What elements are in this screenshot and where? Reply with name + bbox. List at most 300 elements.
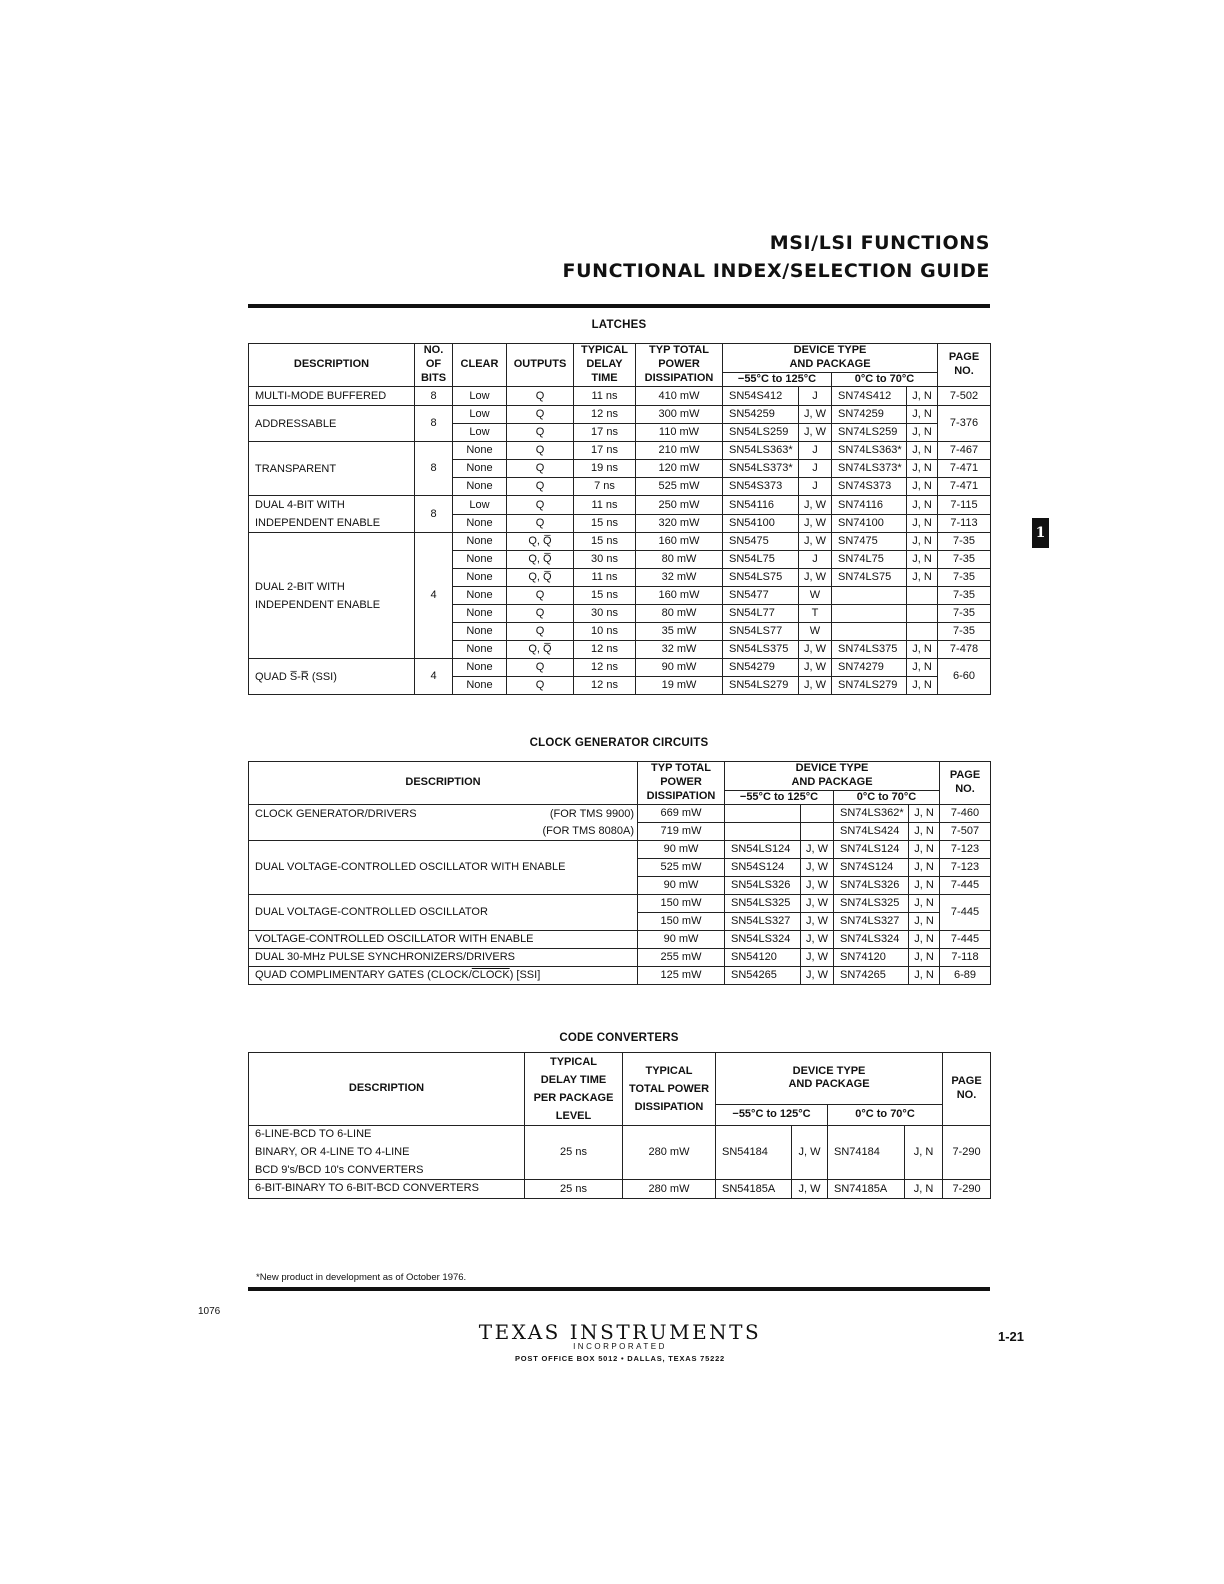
latches-header-power-1: TYP TOTAL bbox=[636, 344, 723, 358]
latch-delay: 11 ns bbox=[574, 496, 636, 515]
clock-description-part: ) [SSI] bbox=[509, 969, 541, 982]
latches-header-power-2: POWER bbox=[636, 358, 723, 372]
latch-com-package: J, N bbox=[907, 677, 938, 695]
latch-power: 410 mW bbox=[636, 387, 723, 406]
latch-com-device: SN74LS279 bbox=[832, 677, 907, 695]
latches-header-clear: CLEAR bbox=[453, 344, 507, 387]
latches-body bbox=[249, 387, 991, 695]
latches-header-com: 0°C to 70°C bbox=[832, 372, 938, 387]
latch-outputs: Q bbox=[507, 424, 574, 442]
latches-header-delay-1: TYPICAL bbox=[574, 344, 636, 358]
latches-header-outputs: OUTPUTS bbox=[507, 344, 574, 387]
latch-mil-device: SN54LS75 bbox=[723, 569, 799, 587]
latch-power: 80 mW bbox=[636, 605, 723, 623]
company-name: TEXAS INSTRUMENTS bbox=[478, 1320, 762, 1344]
clock-com-package: J, N bbox=[909, 859, 940, 877]
latch-com-package bbox=[907, 623, 938, 641]
clock-header-power-2: POWER bbox=[638, 776, 725, 790]
codes-header-power: TYPICAL TOTAL POWER DISSIPATION bbox=[623, 1053, 716, 1126]
clock-com-device: SN74LS124 bbox=[834, 841, 909, 859]
footnote: *New product in development as of October 1976. bbox=[256, 1272, 467, 1283]
clock-page: 7-123 bbox=[940, 841, 991, 859]
code-delay: 25 ns bbox=[525, 1180, 623, 1199]
latches-header-bits-3: BITS bbox=[415, 372, 453, 387]
latch-mil-device: SN54S412 bbox=[723, 387, 799, 406]
latch-com-device bbox=[832, 605, 907, 623]
code-power: 280 mW bbox=[623, 1180, 716, 1199]
latch-outputs: Q bbox=[507, 514, 574, 533]
latch-bits: 8 bbox=[415, 387, 453, 406]
clock-com-device: SN74265 bbox=[834, 967, 909, 985]
latch-mil-device: SN54L75 bbox=[723, 551, 799, 569]
clock-mil-device: SN54LS324 bbox=[725, 931, 801, 949]
clock-description-note: (FOR TMS 9900) bbox=[549, 807, 634, 820]
latch-clear: None bbox=[453, 533, 507, 551]
clock-power: 719 mW bbox=[638, 823, 725, 841]
table-row bbox=[249, 823, 991, 841]
code-page: 7-290 bbox=[943, 1126, 991, 1180]
clock-description: DUAL VOLTAGE-CONTROLLED OSCILLATOR bbox=[249, 895, 638, 931]
code-description-line: BCD 9's/BCD 10's CONVERTERS bbox=[255, 1163, 424, 1176]
latch-mil-package: J, W bbox=[799, 406, 832, 424]
latch-com-device: SN74116 bbox=[832, 496, 907, 515]
latch-com-device: SN74259 bbox=[832, 406, 907, 424]
latch-delay: 12 ns bbox=[574, 677, 636, 695]
latch-power: 300 mW bbox=[636, 406, 723, 424]
table-row bbox=[249, 496, 991, 515]
latch-com-package: J, N bbox=[907, 551, 938, 569]
latches-header-bits-2: OF bbox=[415, 358, 453, 372]
latch-delay: 12 ns bbox=[574, 406, 636, 424]
latch-delay: 15 ns bbox=[574, 533, 636, 551]
latch-com-device: SN74279 bbox=[832, 659, 907, 677]
latch-page: 7-35 bbox=[938, 623, 991, 641]
latch-mil-package: J, W bbox=[799, 677, 832, 695]
latch-delay: 11 ns bbox=[574, 387, 636, 406]
latch-mil-device: SN54LS259 bbox=[723, 424, 799, 442]
clock-com-package: J, N bbox=[909, 931, 940, 949]
latch-description-line: DUAL 4-BIT WITH bbox=[255, 499, 345, 512]
latch-outputs: Q bbox=[507, 605, 574, 623]
clock-header-page: PAGE NO. bbox=[940, 762, 991, 805]
clock-com-package: J, N bbox=[909, 913, 940, 931]
section-tab: 1 bbox=[1032, 518, 1049, 548]
latch-mil-package: J, W bbox=[799, 496, 832, 515]
clock-mil-package: J, W bbox=[801, 859, 834, 877]
latch-mil-device: SN54279 bbox=[723, 659, 799, 677]
latch-bits: 4 bbox=[415, 659, 453, 695]
latch-power: 120 mW bbox=[636, 460, 723, 478]
clock-com-device: SN74120 bbox=[834, 949, 909, 967]
latch-delay: 30 ns bbox=[574, 605, 636, 623]
latch-clear: Low bbox=[453, 387, 507, 406]
latch-clear: None bbox=[453, 659, 507, 677]
latch-com-device bbox=[832, 623, 907, 641]
latch-com-package: J, N bbox=[907, 424, 938, 442]
latch-mil-device: SN54100 bbox=[723, 514, 799, 533]
table-row bbox=[249, 967, 991, 985]
clock-mil-device: SN54LS124 bbox=[725, 841, 801, 859]
latch-com-package bbox=[907, 587, 938, 605]
latch-power: 90 mW bbox=[636, 659, 723, 677]
clock-header-description: DESCRIPTION bbox=[249, 762, 638, 805]
latch-outputs: Q, Q̅ bbox=[507, 641, 574, 659]
latch-description bbox=[249, 496, 415, 533]
latches-header-power-3: DISSIPATION bbox=[636, 372, 723, 387]
latch-com-package: J, N bbox=[907, 442, 938, 460]
code-description-line: BINARY, OR 4-LINE TO 4-LINE bbox=[255, 1145, 410, 1158]
top-rule bbox=[248, 304, 990, 308]
clock-header-com: 0°C to 70°C bbox=[834, 790, 940, 805]
latch-com-package: J, N bbox=[907, 533, 938, 551]
clock-body bbox=[249, 805, 991, 985]
code-delay: 25 ns bbox=[525, 1126, 623, 1180]
latch-description-line: QUAD S̅-R̅ (SSI) bbox=[255, 670, 337, 683]
latch-com-package: J, N bbox=[907, 387, 938, 406]
latch-com-device: SN7475 bbox=[832, 533, 907, 551]
latch-description bbox=[249, 406, 415, 442]
latch-mil-package: J bbox=[799, 478, 832, 496]
latch-outputs: Q bbox=[507, 587, 574, 605]
code-page: 7-290 bbox=[943, 1180, 991, 1199]
latch-clear: None bbox=[453, 641, 507, 659]
clock-page: 7-445 bbox=[940, 877, 991, 895]
latch-mil-package: J, W bbox=[799, 641, 832, 659]
latch-mil-package: J bbox=[799, 442, 832, 460]
table-row bbox=[249, 949, 991, 967]
clock-page: 7-445 bbox=[940, 895, 991, 931]
clock-power: 150 mW bbox=[638, 895, 725, 913]
code-description-line: 6-BIT-BINARY TO 6-BIT-BCD CONVERTERS bbox=[255, 1182, 479, 1195]
clock-header-power-3: DISSIPATION bbox=[638, 790, 725, 805]
latch-clear: None bbox=[453, 442, 507, 460]
latch-page: 7-471 bbox=[938, 478, 991, 496]
clock-power: 525 mW bbox=[638, 859, 725, 877]
latch-description-line: DUAL 2-BIT WITH bbox=[255, 580, 345, 593]
latch-clear: None bbox=[453, 623, 507, 641]
latch-com-device: SN74LS375 bbox=[832, 641, 907, 659]
latch-outputs: Q bbox=[507, 442, 574, 460]
latch-clear: None bbox=[453, 460, 507, 478]
table-row bbox=[249, 841, 991, 859]
clock-mil-package: J, W bbox=[801, 931, 834, 949]
latch-mil-package: T bbox=[799, 605, 832, 623]
latch-com-device: SN74LS259 bbox=[832, 424, 907, 442]
clock-header-device-2: AND PACKAGE bbox=[725, 776, 940, 790]
latches-header-device-2: AND PACKAGE bbox=[723, 358, 938, 372]
code-com-device: SN74184 bbox=[828, 1126, 905, 1180]
latch-page: 7-35 bbox=[938, 551, 991, 569]
code-description bbox=[249, 1126, 525, 1180]
latch-outputs: Q bbox=[507, 406, 574, 424]
latch-page: 7-115 bbox=[938, 496, 991, 515]
page-number: 1-21 bbox=[998, 1329, 1025, 1344]
latch-mil-package: J, W bbox=[799, 514, 832, 533]
clock-com-device: SN74LS327 bbox=[834, 913, 909, 931]
latch-mil-package: J bbox=[799, 551, 832, 569]
latch-description bbox=[249, 442, 415, 496]
latch-power: 80 mW bbox=[636, 551, 723, 569]
latches-header-delay-3: TIME bbox=[574, 372, 636, 387]
latch-clear: None bbox=[453, 514, 507, 533]
clock-com-device: SN74LS324 bbox=[834, 931, 909, 949]
latches-header-bits-1: NO. bbox=[415, 344, 453, 358]
latch-power: 32 mW bbox=[636, 641, 723, 659]
latch-outputs: Q bbox=[507, 677, 574, 695]
latch-com-package: J, N bbox=[907, 496, 938, 515]
latch-mil-package: J, W bbox=[799, 569, 832, 587]
latch-mil-package: W bbox=[799, 587, 832, 605]
clock-power: 90 mW bbox=[638, 931, 725, 949]
title-line-1: MSI/LSI FUNCTIONS bbox=[769, 232, 990, 254]
clock-mil-device: SN54120 bbox=[725, 949, 801, 967]
latch-page: 7-35 bbox=[938, 605, 991, 623]
clock-mil-device: SN54LS326 bbox=[725, 877, 801, 895]
table-row bbox=[249, 406, 991, 424]
clock-com-device: SN74LS424 bbox=[834, 823, 909, 841]
company-address: POST OFFICE BOX 5012 • DALLAS, TEXAS 75222 bbox=[514, 1354, 726, 1363]
latch-bits: 8 bbox=[415, 496, 453, 533]
latch-description bbox=[249, 533, 415, 659]
clock-description-note: (FOR TMS 8080A) bbox=[542, 825, 634, 837]
latch-clear: None bbox=[453, 569, 507, 587]
clock-com-package: J, N bbox=[909, 949, 940, 967]
clock-description: DUAL VOLTAGE-CONTROLLED OSCILLATOR WITH ENABLE bbox=[249, 841, 638, 895]
latch-outputs: Q bbox=[507, 623, 574, 641]
latch-outputs: Q, Q̅ bbox=[507, 569, 574, 587]
latch-power: 320 mW bbox=[636, 514, 723, 533]
latches-header-description: DESCRIPTION bbox=[249, 344, 415, 387]
latch-power: 32 mW bbox=[636, 569, 723, 587]
latch-page: 7-376 bbox=[938, 406, 991, 442]
clock-mil-package: J, W bbox=[801, 877, 834, 895]
latch-mil-device: SN5475 bbox=[723, 533, 799, 551]
latches-header-delay-2: DELAY bbox=[574, 358, 636, 372]
clock-mil-device: SN54265 bbox=[725, 967, 801, 985]
latch-mil-package: J, W bbox=[799, 659, 832, 677]
latch-outputs: Q bbox=[507, 496, 574, 515]
latch-com-package: J, N bbox=[907, 514, 938, 533]
clock-mil-package bbox=[801, 823, 834, 841]
latch-com-package: J, N bbox=[907, 659, 938, 677]
latch-com-package: J, N bbox=[907, 569, 938, 587]
clock-description-overline: CLOCK bbox=[471, 969, 510, 982]
latch-power: 160 mW bbox=[636, 587, 723, 605]
code-com-package: J, N bbox=[905, 1180, 943, 1199]
latch-delay: 12 ns bbox=[574, 659, 636, 677]
latches-title: LATCHES bbox=[591, 319, 647, 331]
latches-table bbox=[248, 343, 991, 695]
codes-header-device: DEVICE TYPE AND PACKAGE bbox=[716, 1053, 943, 1105]
latch-delay: 17 ns bbox=[574, 424, 636, 442]
latch-mil-package: J bbox=[799, 460, 832, 478]
code-mil-device: SN54185A bbox=[716, 1180, 792, 1199]
clock-title: CLOCK GENERATOR CIRCUITS bbox=[529, 737, 709, 749]
latch-power: 210 mW bbox=[636, 442, 723, 460]
latch-mil-device: SN54L77 bbox=[723, 605, 799, 623]
latch-mil-device: SN54116 bbox=[723, 496, 799, 515]
clock-description: DUAL 30-MHz PULSE SYNCHRONIZERS/DRIVERS bbox=[249, 949, 638, 967]
clock-power: 150 mW bbox=[638, 913, 725, 931]
clock-com-device: SN74LS326 bbox=[834, 877, 909, 895]
latch-description-line: MULTI-MODE BUFFERED bbox=[255, 390, 387, 403]
latch-description-line: INDEPENDENT ENABLE bbox=[255, 517, 381, 530]
latches-header-device-1: DEVICE TYPE bbox=[723, 344, 938, 358]
latch-clear: None bbox=[453, 587, 507, 605]
clock-description-part: QUAD COMPLIMENTARY GATES (CLOCK/ bbox=[255, 969, 472, 982]
clock-description bbox=[249, 805, 638, 823]
latch-com-device: SN74LS373* bbox=[832, 460, 907, 478]
clock-description-text: CLOCK GENERATOR/DRIVERS bbox=[255, 807, 417, 820]
latch-mil-package: J bbox=[799, 387, 832, 406]
codes-title: CODE CONVERTERS bbox=[559, 1032, 679, 1044]
bottom-rule bbox=[248, 1287, 990, 1291]
latch-mil-package: J, W bbox=[799, 424, 832, 442]
code-com-package: J, N bbox=[905, 1126, 943, 1180]
clock-com-device: SN74LS362* bbox=[834, 805, 909, 823]
code-power: 280 mW bbox=[623, 1126, 716, 1180]
latch-page: 7-35 bbox=[938, 569, 991, 587]
clock-mil-device: SN54LS327 bbox=[725, 913, 801, 931]
clock-page: 7-460 bbox=[940, 805, 991, 823]
latch-outputs: Q bbox=[507, 387, 574, 406]
latch-clear: None bbox=[453, 677, 507, 695]
latch-com-package: J, N bbox=[907, 641, 938, 659]
code-mil-device: SN54184 bbox=[716, 1126, 792, 1180]
clock-mil-device: SN54LS325 bbox=[725, 895, 801, 913]
clock-com-package: J, N bbox=[909, 805, 940, 823]
clock-description bbox=[249, 967, 638, 985]
company-logo bbox=[440, 1322, 800, 1363]
latch-mil-device: SN54S373 bbox=[723, 478, 799, 496]
latch-com-device: SN74L75 bbox=[832, 551, 907, 569]
clock-power: 669 mW bbox=[638, 805, 725, 823]
code-description-line: 6-LINE-BCD TO 6-LINE bbox=[255, 1128, 372, 1140]
latch-power: 160 mW bbox=[636, 533, 723, 551]
clock-power: 255 mW bbox=[638, 949, 725, 967]
latch-page: 7-113 bbox=[938, 514, 991, 533]
clock-com-package: J, N bbox=[909, 841, 940, 859]
latch-description-line: TRANSPARENT bbox=[255, 462, 337, 475]
latch-clear: None bbox=[453, 478, 507, 496]
clock-power: 90 mW bbox=[638, 841, 725, 859]
table-row bbox=[249, 1180, 991, 1199]
clock-mil-package: J, W bbox=[801, 949, 834, 967]
latch-outputs: Q, Q̅ bbox=[507, 551, 574, 569]
latch-com-device: SN74S412 bbox=[832, 387, 907, 406]
table-row bbox=[249, 659, 991, 677]
latch-page: 7-467 bbox=[938, 442, 991, 460]
latch-description bbox=[249, 387, 415, 406]
clock-mil-device bbox=[725, 805, 801, 823]
latch-mil-device: SN54LS375 bbox=[723, 641, 799, 659]
table-row bbox=[249, 805, 991, 823]
latch-mil-device: SN54LS363* bbox=[723, 442, 799, 460]
latch-com-device: SN74LS75 bbox=[832, 569, 907, 587]
code-mil-package: J, W bbox=[792, 1180, 828, 1199]
latch-clear: None bbox=[453, 551, 507, 569]
table-row bbox=[249, 1126, 991, 1180]
latch-page: 7-35 bbox=[938, 533, 991, 551]
latch-power: 250 mW bbox=[636, 496, 723, 515]
clock-table bbox=[248, 761, 991, 985]
codes-header-page: PAGE NO. bbox=[943, 1053, 991, 1126]
latch-delay: 15 ns bbox=[574, 514, 636, 533]
latch-description-line: INDEPENDENT ENABLE bbox=[255, 598, 381, 611]
clock-com-package: J, N bbox=[909, 823, 940, 841]
latch-mil-package: J, W bbox=[799, 533, 832, 551]
table-row bbox=[249, 931, 991, 949]
code-mil-package: J, W bbox=[792, 1126, 828, 1180]
latch-mil-device: SN54LS77 bbox=[723, 623, 799, 641]
latch-mil-device: SN54LS279 bbox=[723, 677, 799, 695]
latch-com-device: SN74100 bbox=[832, 514, 907, 533]
document-code: 1076 bbox=[198, 1306, 221, 1317]
latch-delay: 17 ns bbox=[574, 442, 636, 460]
latch-clear: Low bbox=[453, 406, 507, 424]
latch-com-device: SN74S373 bbox=[832, 478, 907, 496]
table-row bbox=[249, 533, 991, 551]
table-row bbox=[249, 895, 991, 913]
latch-page: 7-502 bbox=[938, 387, 991, 406]
clock-power: 90 mW bbox=[638, 877, 725, 895]
latch-clear: None bbox=[453, 605, 507, 623]
clock-page: 7-445 bbox=[940, 931, 991, 949]
latch-delay: 30 ns bbox=[574, 551, 636, 569]
clock-mil-package: J, W bbox=[801, 841, 834, 859]
latch-mil-device: SN5477 bbox=[723, 587, 799, 605]
latch-com-package bbox=[907, 605, 938, 623]
clock-mil-package: J, W bbox=[801, 895, 834, 913]
latches-header-mil: −55°C to 125°C bbox=[723, 372, 832, 387]
latch-outputs: Q bbox=[507, 659, 574, 677]
latches-header-page: PAGE NO. bbox=[938, 344, 991, 387]
latch-com-package: J, N bbox=[907, 406, 938, 424]
latch-page: 7-35 bbox=[938, 587, 991, 605]
latch-page: 7-478 bbox=[938, 641, 991, 659]
latch-bits: 8 bbox=[415, 406, 453, 442]
clock-mil-package: J, W bbox=[801, 967, 834, 985]
table-row bbox=[249, 442, 991, 460]
clock-power: 125 mW bbox=[638, 967, 725, 985]
clock-com-device: SN74LS325 bbox=[834, 895, 909, 913]
title-line-2: FUNCTIONAL INDEX/SELECTION GUIDE bbox=[562, 260, 990, 282]
table-row bbox=[249, 387, 991, 406]
code-description bbox=[249, 1180, 525, 1199]
latch-com-device bbox=[832, 587, 907, 605]
latch-description bbox=[249, 659, 415, 695]
clock-page: 7-507 bbox=[940, 823, 991, 841]
clock-page: 6-89 bbox=[940, 967, 991, 985]
clock-mil-package: J, W bbox=[801, 913, 834, 931]
latch-delay: 19 ns bbox=[574, 460, 636, 478]
clock-page: 7-123 bbox=[940, 859, 991, 877]
latch-mil-device: SN54259 bbox=[723, 406, 799, 424]
clock-header-mil: −55°C to 125°C bbox=[725, 790, 834, 805]
clock-com-package: J, N bbox=[909, 895, 940, 913]
clock-mil-device: SN54S124 bbox=[725, 859, 801, 877]
clock-com-package: J, N bbox=[909, 877, 940, 895]
latch-outputs: Q, Q̅ bbox=[507, 533, 574, 551]
clock-description bbox=[249, 823, 638, 841]
codes-header-delay: TYPICAL DELAY TIME PER PACKAGE LEVEL bbox=[525, 1053, 623, 1126]
clock-mil-package bbox=[801, 805, 834, 823]
clock-header-power-1: TYP TOTAL bbox=[638, 762, 725, 776]
latch-com-package: J, N bbox=[907, 460, 938, 478]
clock-description: VOLTAGE-CONTROLLED OSCILLATOR WITH ENABLE bbox=[249, 931, 638, 949]
latch-description-line: ADDRESSABLE bbox=[255, 417, 337, 430]
latch-com-package: J, N bbox=[907, 478, 938, 496]
